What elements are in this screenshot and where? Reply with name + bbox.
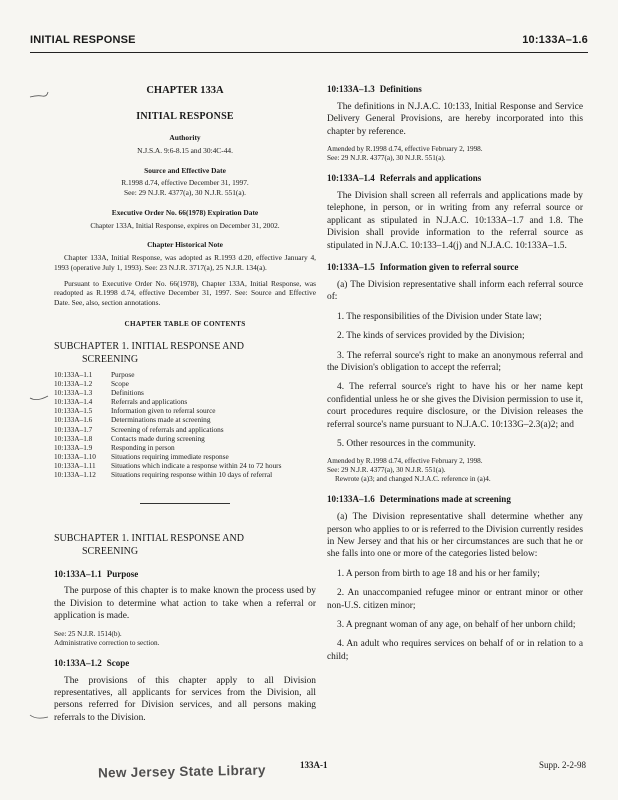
toc-section-number: 10:133A–1.9 [54,442,93,452]
subchapter-line: SCREENING [82,546,139,558]
section-title: Purpose [106,568,139,579]
toc-section-title: Determinations made at screening [111,415,211,425]
section-text: The definitions in N.J.A.C. 10:133, Initial Response and Service Delivery General Provisions, are hereby incorporated into this chapter by reference. [327,101,583,137]
source-heading: Source and Effective Date [144,165,226,175]
toc-section-number: 10:133A–1.11 [54,460,96,470]
section-intro: (a) The Division representative shall determine whether any person who applies to or is referred to the Division currently resides in New Jersey and that his or her circumstances are such that he or she falls into one or more of the categories listed below: [327,512,583,560]
toc-section-title: Situations requiring response within 10 days of referral [111,470,273,480]
toc-section-title: Screening of referrals and applications [111,424,224,434]
section-title: Definitions [379,84,422,94]
toc-heading: CHAPTER TABLE OF CONTENTS [124,320,246,328]
authority-text: N.J.S.A. 9:6-8.15 and 30:4C-44. [137,145,233,155]
amendment-line: See: 25 N.J.R. 1514(b). [54,629,122,638]
toc-subchapter-heading [54,340,316,366]
running-head [30,34,588,46]
running-head-left: INITIAL RESPONSE [30,34,136,46]
toc-subchapter-line: SCREENING [82,353,139,365]
amendment-line: See: 29 N.J.R. 4377(a), 30 N.J.R. 551(a). [327,466,446,475]
historical-note-paragraph: Pursuant to Executive Order No. 66(1978), Chapter 133A, Initial Response, was readopted as R.1998 d.74, effective December 31, 1997. See: Source and Effective Date. See, also, section annotations. [54,278,316,308]
toc-section-title: Scope [111,378,129,388]
toc-section-title: Contacts made during screening [111,433,205,443]
chapter-number: CHAPTER 133A [146,85,224,96]
right-column [327,84,583,670]
list-item: 1. A person from birth to age 18 and his or her family; [337,568,540,579]
page-number: 133A-1 [300,760,328,770]
toc-section-number: 10:133A–1.6 [54,415,93,425]
section-intro: (a) The Division representative shall inform each referral source of: [327,279,583,303]
list-item: 5. Other resources in the community. [337,438,476,449]
toc-section-title: Definitions [111,388,144,398]
toc-section-title: Referrals and applications [111,397,188,407]
list-item: 2. The kinds of services provided by the Division; [337,331,525,342]
section-number: 10:133A–1.4 [327,173,375,184]
list-item: 3. A pregnant woman of any age, on behalf of her unborn child; [337,620,576,631]
amendment-line: Administrative correction to section. [54,638,160,647]
section-number: 10:133A–1.2 [54,657,102,668]
toc-row [54,370,316,379]
section-number: 10:133A–1.1 [54,568,102,579]
toc-section-title: Responding in person [111,442,175,452]
section-text: The Division shall screen all referrals and applications made by telephone, in person, or in writing from any referral source or applicant as stipulated in N.J.A.C. 10:133A–1.7 and 1.8. The Division shall provide information to the referral source as stipulated in N.J.A.C. 10:133–1.4(j) and N.J.A.C. 10:133A–1.5. [327,190,583,251]
section-heading-1-3 [327,84,583,96]
toc-section-number: 10:133A–1.3 [54,388,93,398]
executive-order-text: Chapter 133A, Initial Response, expires on December 31, 2002. [90,220,280,230]
toc-section-number: 10:133A–1.4 [54,397,93,407]
toc-row [54,397,316,406]
list-item: 3. The referral source's right to make an anonymous referral and the Division's obligation to accept the referral; [327,350,583,373]
amendment-note [327,145,583,163]
executive-order-heading: Executive Order No. 66(1978) Expiration Date [111,207,259,217]
margin-tick-mark [28,712,50,722]
toc-section-number: 10:133A–1.2 [54,378,93,388]
amendment-note [327,457,583,484]
section-title: Information given to referral source [379,262,519,272]
toc-section-title: Purpose [111,369,135,379]
toc-row [54,443,316,452]
section-heading-1-6 [327,494,583,506]
toc-row [54,415,316,424]
source-text [54,178,316,198]
toc-row [54,434,316,443]
section-title: Determinations made at screening [379,494,511,505]
left-column [54,84,316,731]
section-text: The purpose of this chapter is to make known the process used by the Division to determine what action to take when a referral or application is made. [54,586,316,622]
amendment-line: See: 29 N.J.R. 4377(a), 30 N.J.R. 551(a). [327,154,446,163]
toc-section-title: Situations which indicate a response within 24 to 72 hours [111,460,282,470]
list-item: 1. The responsibilities of the Division under State law; [337,311,542,322]
toc-row [54,470,316,479]
subchapter-heading [54,532,316,558]
section-heading-1-1 [54,569,316,581]
amendment-line: Rewrote (a)3; and changed N.J.A.C. reference in (a)4. [335,475,491,484]
chapter-title: INITIAL RESPONSE [136,110,234,122]
toc-row [54,388,316,397]
section-divider [140,503,230,504]
source-line: See: 29 N.J.R. 4377(a), 30 N.J.R. 551(a). [124,188,246,198]
section-heading-1-5 [327,262,583,274]
toc-section-number: 10:133A–1.5 [54,406,93,416]
supplement-date: Supp. 2-2-98 [539,760,586,770]
list-item: 4. An adult who requires services on behalf of or in relation to a child; [327,639,583,662]
toc-row [54,452,316,461]
section-number: 10:133A–1.5 [327,262,375,272]
amendment-line: Amended by R.1998 d.74, effective February 2, 1998. [327,145,483,154]
toc-section-number: 10:133A–1.10 [54,451,96,461]
section-number: 10:133A–1.3 [327,84,375,94]
margin-tick-mark [28,394,50,404]
list-item: 2. An unaccompanied refugee minor or entrant minor or other non-U.S. citizen minor; [327,588,583,611]
toc-section-number: 10:133A–1.7 [54,424,93,434]
section-text: The provisions of this chapter apply to all Division representatives, all applicants for services from the Division, all persons referred for Division services, and all persons making referrals to the Division. [54,675,316,723]
toc-row [54,461,316,470]
list-item: 4. The referral source's right to have his or her name kept confidential unless he or she gives the Division permission to use it, court procedures require disclosure, or the Division releases the referral source's name pursuant to N.J.A.C. 10:133G–2.3(a)2; and [327,382,583,430]
toc-section-title: Situations requiring immediate response [111,451,229,461]
section-heading-1-4 [327,173,583,185]
section-number: 10:133A–1.6 [327,494,375,505]
source-line: R.1998 d.74, effective December 31, 1997. [121,178,249,188]
toc-row [54,379,316,388]
margin-tick-mark [28,90,50,100]
amendment-note [54,630,316,648]
amendment-line: Amended by R.1998 d.74, effective February 2, 1998. [327,457,483,466]
toc-section-number: 10:133A–1.12 [54,470,96,480]
toc-subchapter-line: SUBCHAPTER 1. INITIAL RESPONSE AND [54,340,244,352]
header-rule [30,52,588,53]
toc-section-number: 10:133A–1.8 [54,433,93,443]
library-stamp: New Jersey State Library [97,762,266,781]
toc-section-title: Information given to referral source [111,406,216,416]
section-heading-1-2 [54,658,316,670]
toc-section-number: 10:133A–1.1 [54,369,93,379]
toc-list [54,370,316,479]
subchapter-line: SUBCHAPTER 1. INITIAL RESPONSE AND [54,533,244,545]
toc-row [54,425,316,434]
historical-note-paragraph: Chapter 133A, Initial Response, was adopted as R.1993 d.20, effective January 4, 1993 (operative July 1, 1993). See: 23 N.J.R. 3717(a), 25 N.J.R. 134(a). [54,253,316,272]
running-head-right: 10:133A–1.6 [522,34,588,46]
section-title: Scope [106,657,130,668]
section-title: Referrals and applications [379,173,482,184]
historical-note-heading: Chapter Historical Note [147,240,223,250]
toc-row [54,406,316,415]
authority-heading: Authority [169,133,201,143]
